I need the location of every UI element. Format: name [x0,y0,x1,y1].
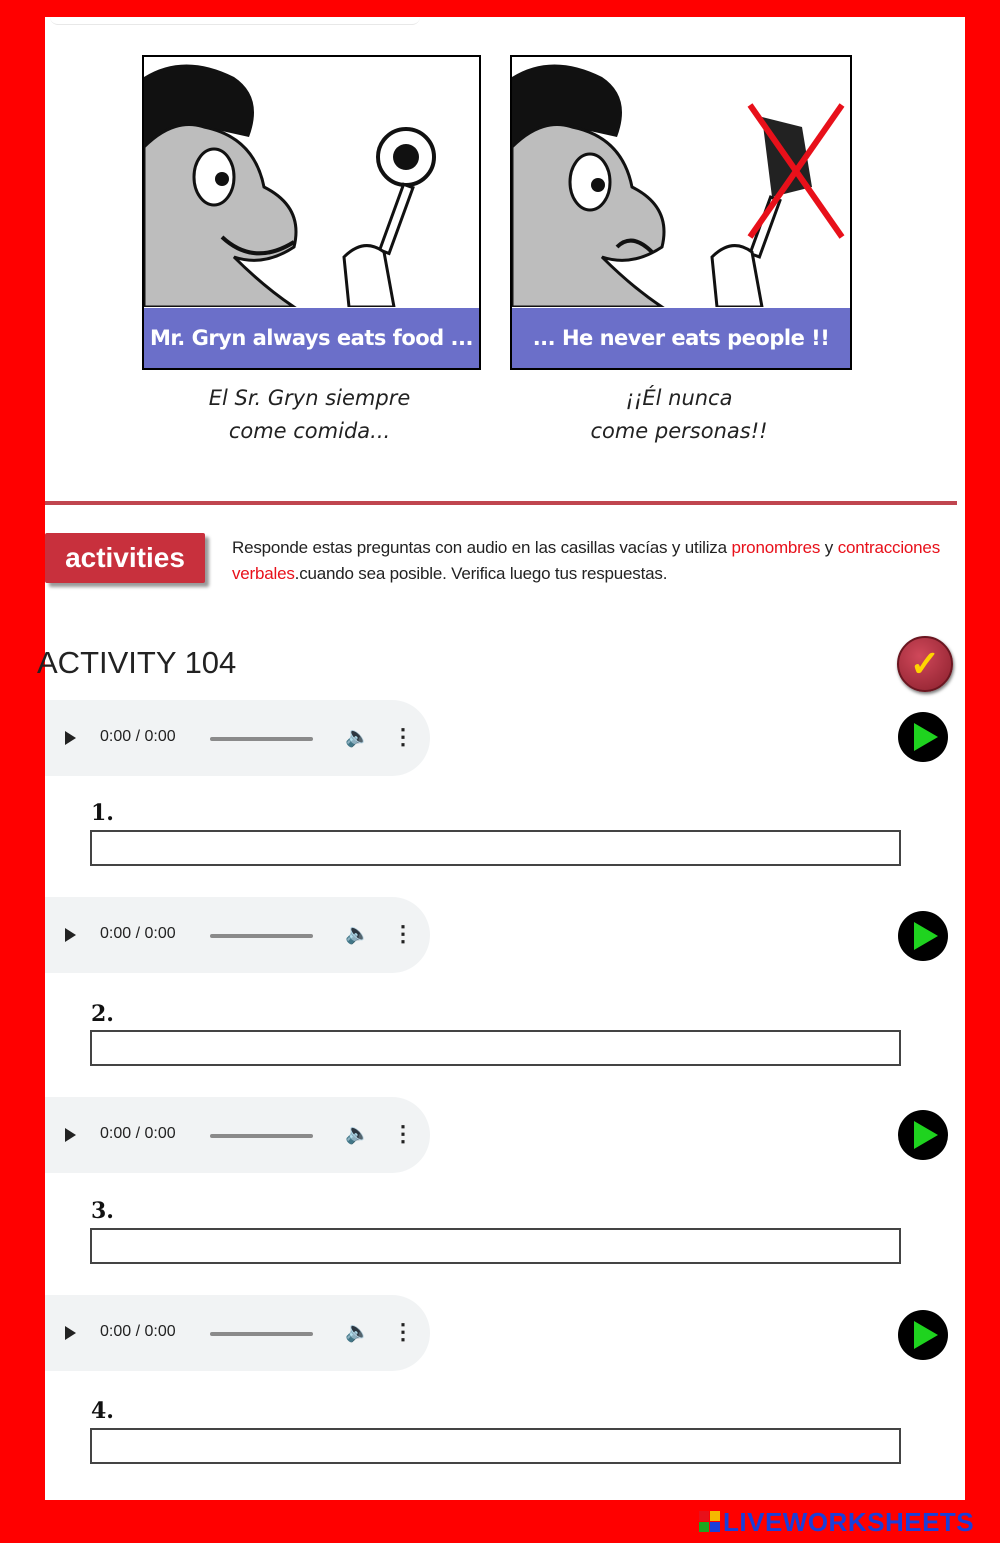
instructions-text: y [820,538,838,557]
liveworksheets-brand[interactable] [699,1506,975,1537]
liveworksheets-logo-icon [699,1511,721,1533]
volume-icon[interactable]: 🔈 [345,726,370,748]
play-icon[interactable] [65,928,76,942]
caption-line: come comida... [228,419,391,443]
more-vert-icon[interactable]: ⋮ [392,921,414,946]
instructions-text: .cuando sea posible. Verifica luego tus respuestas. [294,564,668,583]
audio-player-2[interactable] [45,897,430,973]
more-vert-icon[interactable]: ⋮ [392,1121,414,1146]
audio-player-4[interactable] [45,1295,430,1371]
audio-progress-track[interactable] [210,934,313,938]
check-icon: ✓ [909,643,941,684]
volume-icon[interactable]: 🔈 [345,1321,370,1343]
caption-line: El Sr. Gryn siempre [208,386,411,410]
answer-field-3[interactable] [90,1228,901,1264]
section-divider [45,501,957,505]
audio-progress-track[interactable] [210,1332,313,1336]
audio-player-1[interactable] [45,700,430,776]
comic-banner-1: Mr. Gryn always eats food ... [144,308,479,368]
comic-panel-2 [510,55,852,370]
answer-field-1[interactable] [90,830,901,866]
comic-caption-1 [142,382,477,448]
cartoon-man-holding-donut [144,57,479,307]
more-vert-icon[interactable]: ⋮ [392,1319,414,1344]
play-icon[interactable] [65,1326,76,1340]
cartoon-man-holding-person [512,57,850,307]
instructions-text: Responde estas preguntas con audio en las casillas vacías y utiliza [232,538,732,557]
check-answers-button[interactable] [897,636,953,692]
more-vert-icon[interactable]: ⋮ [392,724,414,749]
answer-field-4[interactable] [90,1428,901,1464]
play-icon [914,1121,938,1149]
answer-field-2[interactable] [90,1030,901,1066]
play-icon[interactable] [65,1128,76,1142]
audio-time: 0:00 / 0:00 [100,1125,176,1142]
play-icon [914,1321,938,1349]
instructions [232,535,940,587]
brand-name: LIVEWORKSHEETS [723,1506,975,1537]
activity-title: ACTIVITY 104 [37,645,237,680]
play-question-button-1[interactable] [898,712,948,762]
question-number: 2. [91,1001,114,1027]
comic-banner-2: ... He never eats people !! [512,308,850,368]
volume-icon[interactable]: 🔈 [345,923,370,945]
play-question-button-3[interactable] [898,1110,948,1160]
instructions-highlight-contractions: contracciones verbales [232,538,940,583]
play-question-button-2[interactable] [898,911,948,961]
question-number: 3. [91,1198,114,1224]
comic-panel-1 [142,55,481,370]
tab-remnant [50,17,420,25]
audio-time: 0:00 / 0:00 [100,1323,176,1340]
activities-badge: activities [45,533,205,583]
audio-time: 0:00 / 0:00 [100,925,176,942]
instructions-highlight-pronouns: pronombres [731,538,821,557]
question-number: 1. [91,800,114,826]
audio-progress-track[interactable] [210,737,313,741]
play-icon [914,723,938,751]
question-number: 4. [91,1398,114,1424]
worksheet [37,17,965,1500]
play-icon[interactable] [65,731,76,745]
audio-time: 0:00 / 0:00 [100,728,176,745]
caption-line: come personas!! [590,419,768,443]
caption-line: ¡¡Él nunca [625,386,733,410]
play-icon [914,922,938,950]
audio-player-3[interactable] [45,1097,430,1173]
play-question-button-4[interactable] [898,1310,948,1360]
volume-icon[interactable]: 🔈 [345,1123,370,1145]
comic-caption-2 [510,382,848,448]
audio-progress-track[interactable] [210,1134,313,1138]
